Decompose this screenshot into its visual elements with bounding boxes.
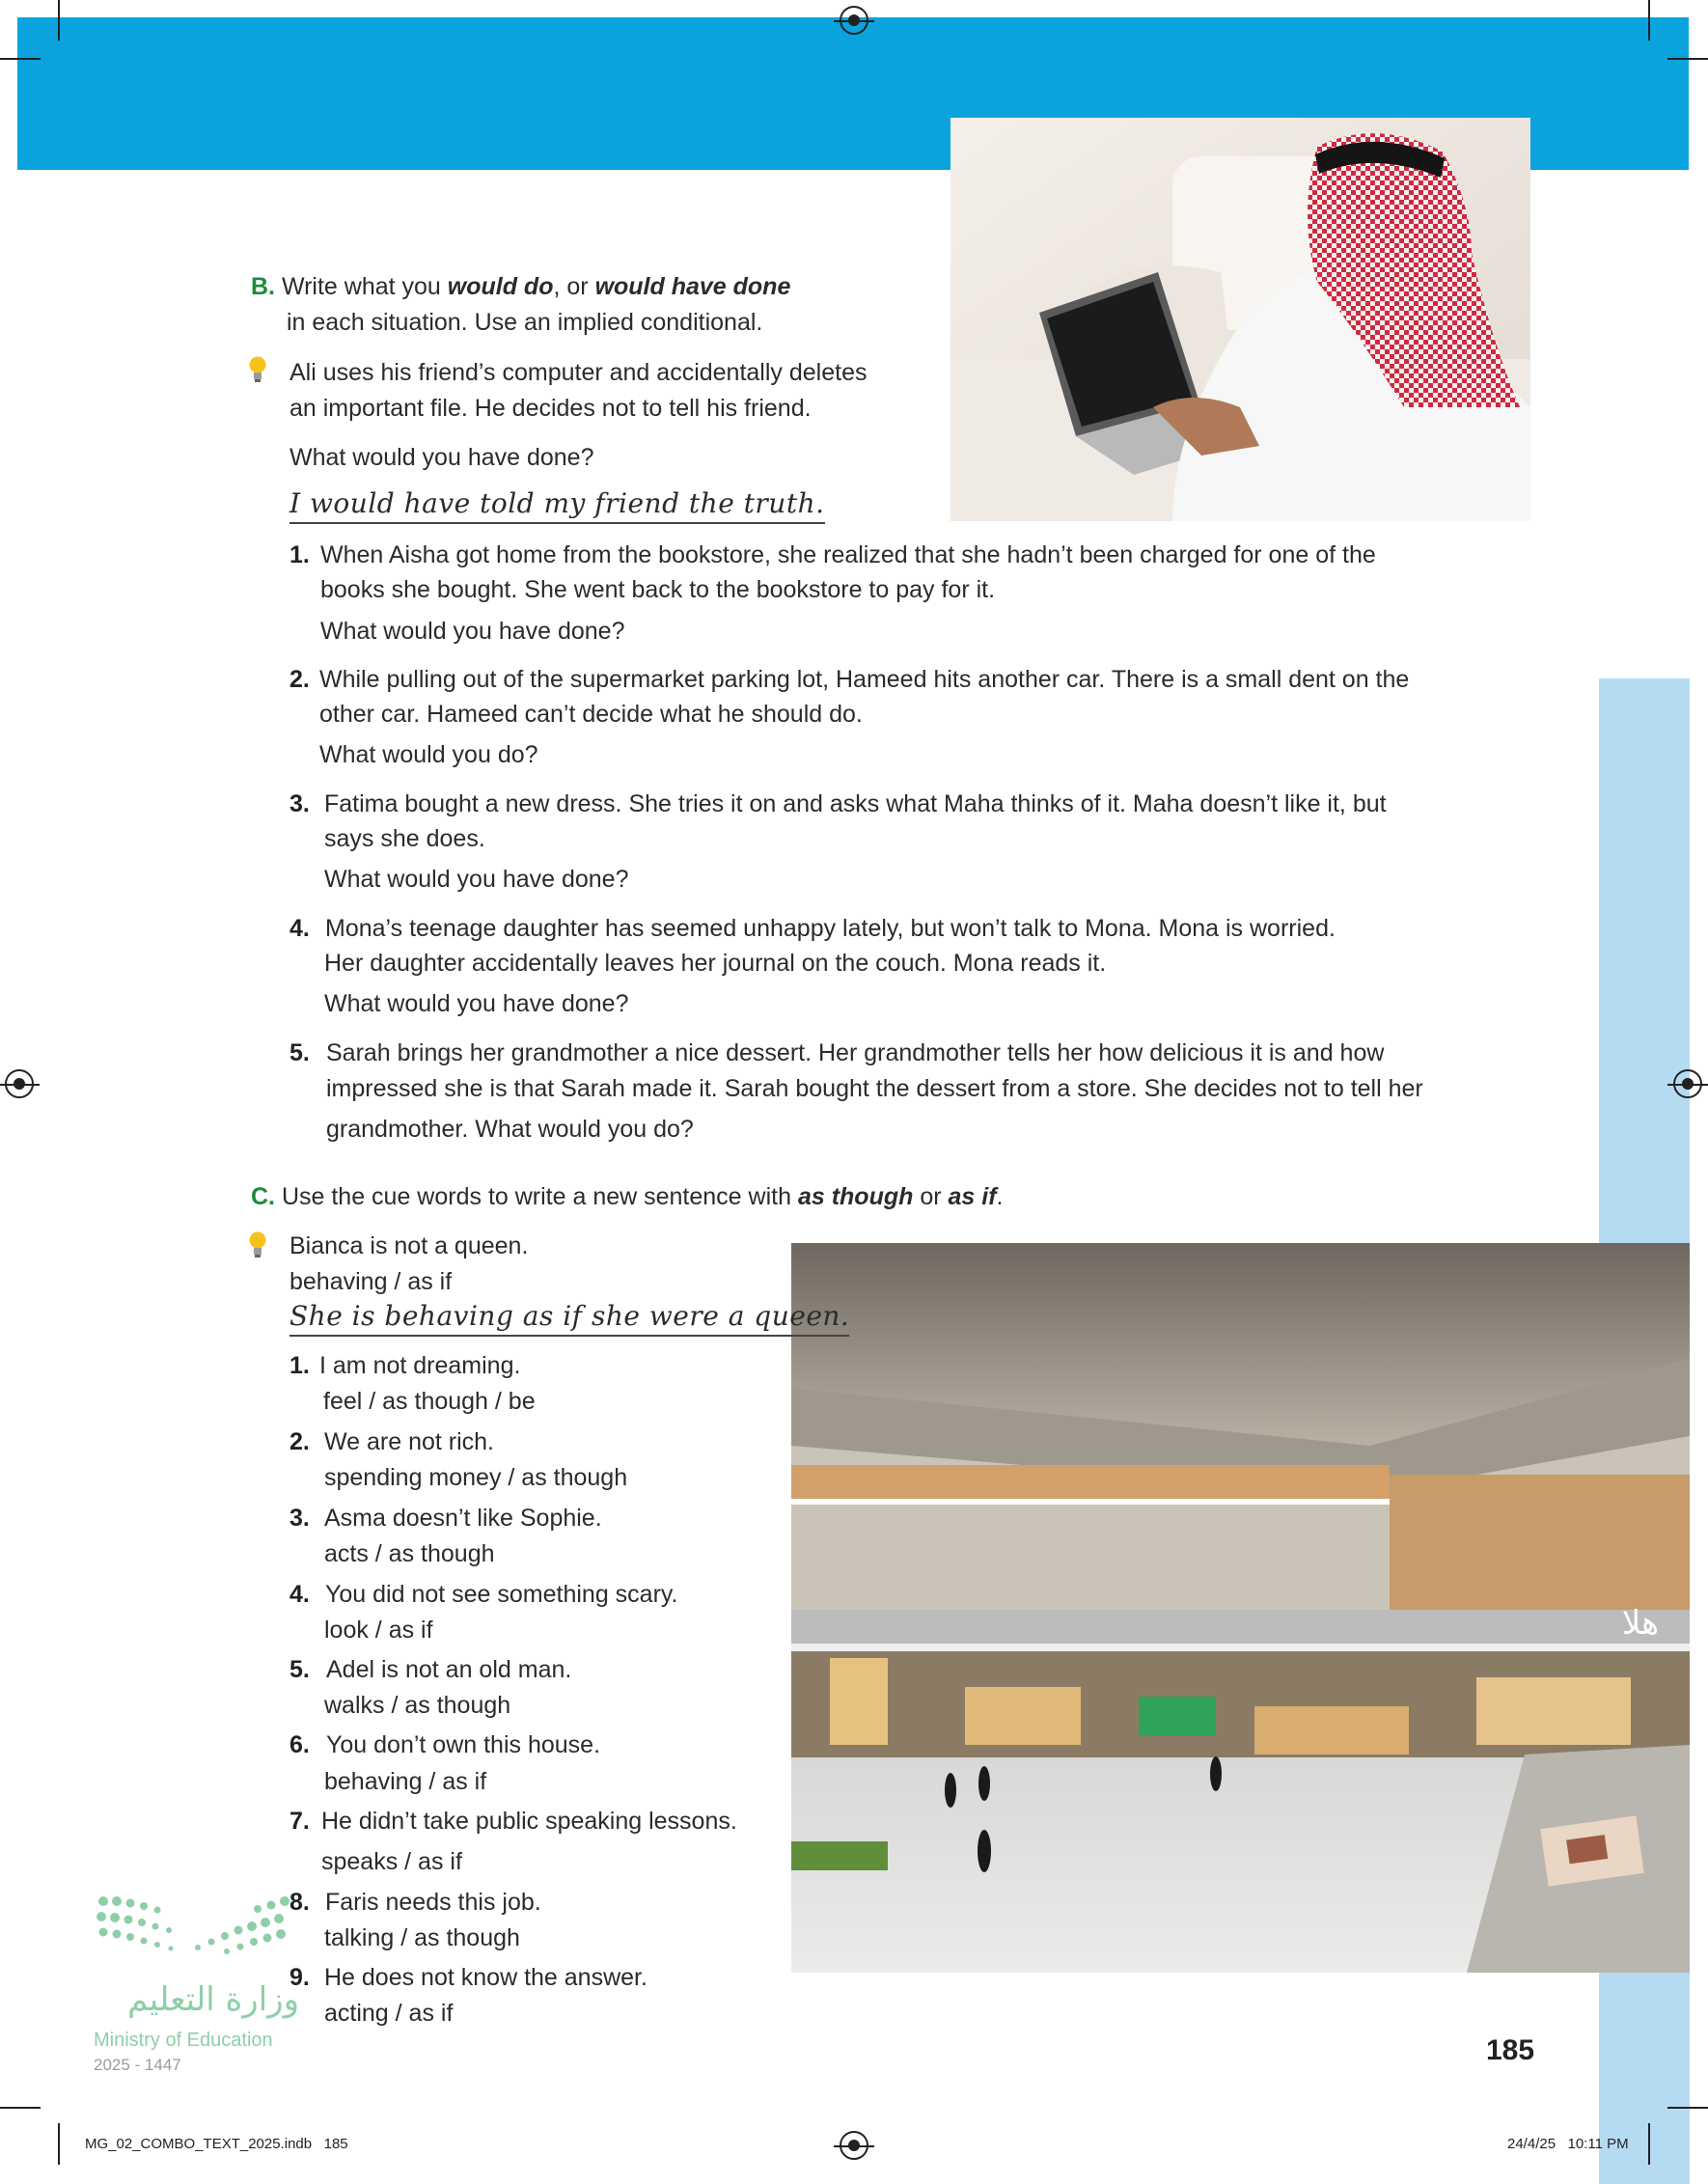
c-item-cue: look / as if <box>324 1617 433 1644</box>
c-item-number: 6. <box>289 1731 310 1758</box>
c-item-cue: feel / as though / be <box>323 1388 536 1415</box>
section-b-example-line1: Ali uses his friend’s computer and accidentally deletes <box>289 359 868 386</box>
c-item-number: 8. <box>289 1889 310 1916</box>
c-item-cue: acts / as though <box>324 1540 495 1567</box>
crop-mark <box>0 58 41 60</box>
mall-sign: هلا <box>1621 1604 1660 1643</box>
crop-mark <box>0 2107 41 2109</box>
section-c-bold-2: as if <box>948 1183 997 1210</box>
c-item-sentence: You did not see something scary. <box>325 1581 678 1608</box>
section-c-instruction <box>251 1179 1004 1215</box>
section-b-example-answer: I would have told my friend the truth. <box>289 485 825 524</box>
section-c-example-cue: behaving / as if <box>289 1268 453 1295</box>
section-b-bold-1: would do <box>447 273 554 300</box>
registration-mark-icon <box>5 1069 34 1098</box>
c-item-number: 2. <box>289 1428 310 1455</box>
c-item-sentence: I am not dreaming. <box>319 1352 521 1379</box>
crop-mark <box>1648 2123 1650 2165</box>
b-item-number: 5. <box>289 1039 310 1066</box>
footer-file-info: MG_02_COMBO_TEXT_2025.indb 185 <box>85 2136 348 2152</box>
section-c-instr-mid: or <box>913 1183 949 1210</box>
registration-mark-icon <box>840 2131 868 2160</box>
mall-interior-photo <box>791 1243 1690 1973</box>
ministry-logo-dots-icon <box>92 1892 304 1969</box>
section-c-example-line1: Bianca is not a queen. <box>289 1232 529 1259</box>
b-item-number: 4. <box>289 915 310 942</box>
c-item-cue: acting / as if <box>324 2000 454 2027</box>
lightbulb-icon <box>248 355 267 384</box>
c-item-number: 1. <box>289 1352 310 1379</box>
b-item-line: Her daughter accidentally leaves her journal on the couch. Mona reads it. <box>324 950 1107 977</box>
b-item-question: What would you have done? <box>320 618 625 645</box>
crop-mark <box>58 0 60 41</box>
b-item-number: 1. <box>289 541 310 568</box>
footer-datetime: 24/4/25 10:11 PM <box>1507 2136 1629 2152</box>
b-item-line: Mona’s teenage daughter has seemed unhappy lately, but won’t talk to Mona. Mona is worried. <box>325 915 1336 942</box>
crop-mark <box>58 2123 60 2165</box>
ministry-logo <box>92 1892 304 2080</box>
c-item-number: 9. <box>289 1964 310 1991</box>
c-item-number: 4. <box>289 1581 310 1608</box>
b-item-line: Sarah brings her grandmother a nice dessert. Her grandmother tells her how delicious it is and how <box>326 1039 1385 1066</box>
c-item-number: 7. <box>289 1808 310 1835</box>
section-b-letter: B. <box>251 273 275 300</box>
b-item-line: impressed she is that Sarah made it. Sarah bought the dessert from a store. She decides not to tell her <box>326 1075 1423 1102</box>
c-item-sentence: We are not rich. <box>324 1428 495 1455</box>
section-c-instr-pre: Use the cue words to write a new sentence with <box>281 1183 798 1210</box>
b-item-line: says she does. <box>324 825 485 852</box>
section-b-example-question: What would you have done? <box>289 444 594 471</box>
c-item-sentence: He does not know the answer. <box>324 1964 647 1991</box>
registration-mark-icon <box>840 6 868 35</box>
b-item-line: other car. Hameed can’t decide what he should do. <box>319 701 863 728</box>
registration-mark-icon <box>1673 1069 1702 1098</box>
b-item-line: While pulling out of the supermarket parking lot, Hameed hits another car. There is a small dent on the <box>319 666 1410 693</box>
crop-mark <box>1667 58 1708 60</box>
ministry-english-name: Ministry of Education <box>94 2030 273 2051</box>
lightbulb-icon <box>248 1230 267 1259</box>
c-item-number: 3. <box>289 1505 310 1532</box>
section-c-instr-end: . <box>996 1183 1004 1210</box>
c-item-sentence: Asma doesn’t like Sophie. <box>324 1505 602 1532</box>
b-item-number: 3. <box>289 790 310 817</box>
section-b-instruction <box>251 269 790 305</box>
section-c-letter: C. <box>251 1183 275 1210</box>
c-item-cue: walks / as though <box>324 1692 511 1719</box>
c-item-sentence: Adel is not an old man. <box>326 1656 572 1683</box>
page-number: 185 <box>1486 2034 1535 2066</box>
c-item-cue: speaks / as if <box>321 1848 462 1875</box>
c-item-sentence: You don’t own this house. <box>326 1731 601 1758</box>
crop-mark <box>1648 0 1650 41</box>
section-b-instr-mid: , or <box>553 273 595 300</box>
ministry-arabic-name: وزارة التعليم <box>127 1980 299 2019</box>
section-c-bold-1: as though <box>797 1183 914 1210</box>
b-item-question: What would you do? <box>319 741 538 768</box>
c-item-sentence: He didn’t take public speaking lessons. <box>321 1808 737 1835</box>
b-item-line: Fatima bought a new dress. She tries it on and asks what Maha thinks of it. Maha doesn’t like it, but <box>324 790 1387 817</box>
c-item-cue: spending money / as though <box>324 1464 628 1491</box>
b-item-line: grandmother. What would you do? <box>326 1116 694 1143</box>
c-item-number: 5. <box>289 1656 310 1683</box>
crop-mark <box>1667 2107 1708 2109</box>
b-item-line: When Aisha got home from the bookstore, she realized that she hadn’t been charged for one of the <box>320 541 1376 568</box>
section-b-example-line2: an important file. He decides not to tell his friend. <box>289 395 812 422</box>
b-item-question: What would you have done? <box>324 866 629 893</box>
c-item-cue: behaving / as if <box>324 1768 487 1795</box>
b-item-number: 2. <box>289 666 310 693</box>
b-item-question: What would you have done? <box>324 990 629 1017</box>
section-b-bold-2: would have done <box>594 273 791 300</box>
laptop-man-photo <box>950 118 1530 521</box>
section-b-instr-pre: Write what you <box>281 273 448 300</box>
section-c-example-answer: She is behaving as if she were a queen. <box>289 1298 849 1337</box>
c-item-sentence: Faris needs this job. <box>325 1889 541 1916</box>
c-item-cue: talking / as though <box>324 1924 520 1951</box>
section-b-instruction-line2: in each situation. Use an implied conditional. <box>287 309 763 336</box>
b-item-line: books she bought. She went back to the bookstore to pay for it. <box>320 576 996 603</box>
ministry-year: 2025 - 1447 <box>94 2056 181 2074</box>
